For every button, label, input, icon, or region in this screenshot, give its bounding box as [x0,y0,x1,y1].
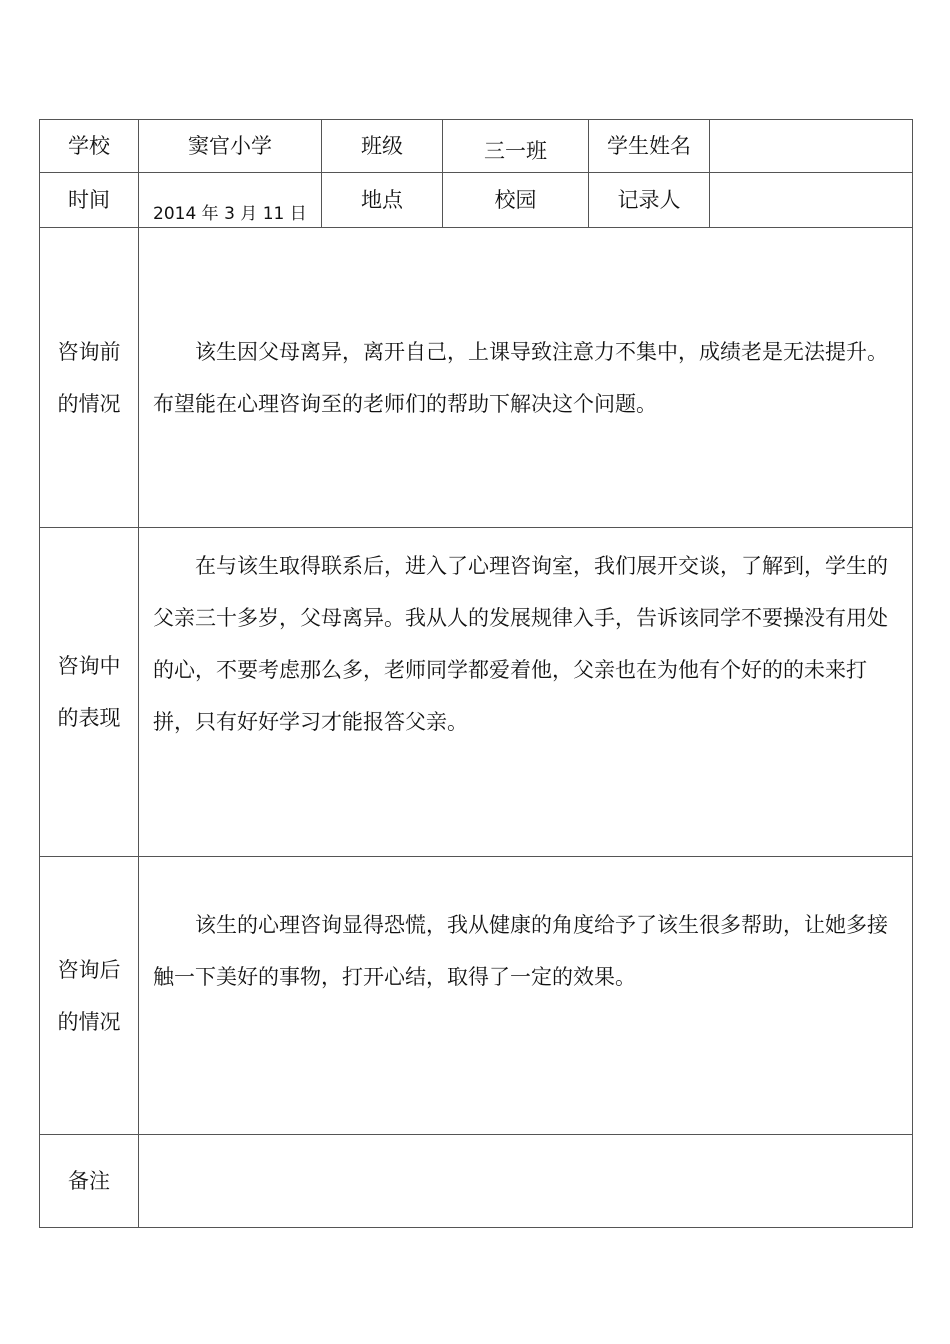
table-row [40,528,913,857]
before-counseling-text: 该生因父母离异，离开自己，上课导致注意力不集中，成绩老是无法提升。布望能在心理咨询至的老师们的帮助下解决这个问题。 [153,339,888,416]
after-counseling-label [40,857,139,1135]
before-counseling-content [139,228,913,528]
remarks-label: 备注 [40,1135,139,1228]
student-name-label: 学生姓名 [589,120,710,173]
during-label-line2: 的表现 [57,706,121,730]
table-row [40,173,913,228]
recorder-label: 记录人 [589,173,710,228]
before-label-line2: 的情况 [57,391,121,416]
after-label-line2: 的情况 [57,1009,121,1034]
counseling-record-table [39,119,913,1228]
class-label: 班级 [322,120,443,173]
class-value: 三一班 [443,120,589,173]
table-row [40,1135,913,1228]
school-label: 学校 [40,120,139,173]
after-counseling-content [139,857,913,1135]
school-value: 窦官小学 [139,120,322,173]
during-label-line1: 咨询中 [57,654,121,678]
table-row [40,228,913,528]
after-label-line1: 咨询后 [57,957,121,982]
before-counseling-label [40,228,139,528]
place-value: 校园 [443,173,589,228]
time-label: 时间 [40,173,139,228]
before-label-line1: 咨询前 [57,339,121,364]
after-counseling-text: 该生的心理咨询显得恐慌，我从健康的角度给予了该生很多帮助，让她多接触一下美好的事物，打开心结，取得了一定的效果。 [153,913,888,989]
during-counseling-text: 在与该生取得联系后，进入了心理咨询室，我们展开交谈，了解到，学生的父亲三十多岁，父母离异。我从人的发展规律入手，告诉该同学不要操没有用处的心，不要考虑那么多，老师同学都爱着他，父亲也在为他有个好的的未来打拼，只有好好学习才能报答父亲。 [153,554,888,734]
during-counseling-label [40,528,139,857]
student-name-value [710,120,913,173]
counseling-record-sheet [39,119,912,1227]
place-label: 地点 [322,173,443,228]
during-counseling-content [139,528,913,857]
time-value: 2014 年 3 月 11 日 [139,173,322,228]
table-row [40,857,913,1135]
remarks-content [139,1135,913,1228]
recorder-value [710,173,913,228]
table-row [40,120,913,173]
